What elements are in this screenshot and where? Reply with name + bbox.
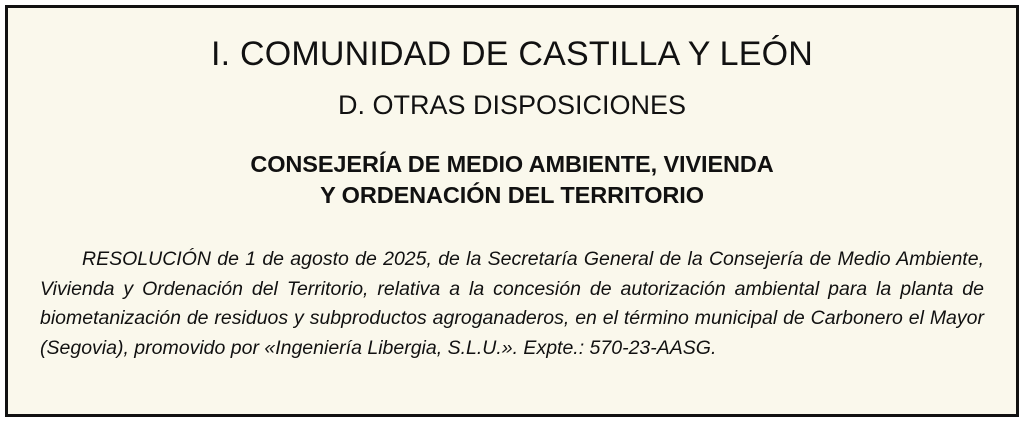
document-sheet	[5, 5, 1019, 417]
issuing-body-line-2: Y ORDENACIÓN DEL TERRITORIO	[320, 182, 704, 209]
resolution-paragraph: RESOLUCIÓN de 1 de agosto de 2025, de la Secretaría General de la Consejería de Medio Ambiente, Vivienda y Ordenación del Territorio, relativa a la concesión de autorización ambiental para la planta de biometanización de residuos y subproductos agroganaderos, en el término municipal de Carbonero el Mayor (Segovia), promovido por «Ingeniería Libergia, S.L.U.». Expte.: 570-23-AASG.	[40, 248, 984, 359]
issuing-body-line-1: CONSEJERÍA DE MEDIO AMBIENTE, VIVIENDA	[250, 151, 774, 178]
issuing-body-heading	[34, 149, 990, 211]
section-heading: I. COMUNIDAD DE CASTILLA Y LEÓN	[211, 35, 813, 73]
subsection-heading: D. OTRAS DISPOSICIONES	[337, 90, 687, 121]
